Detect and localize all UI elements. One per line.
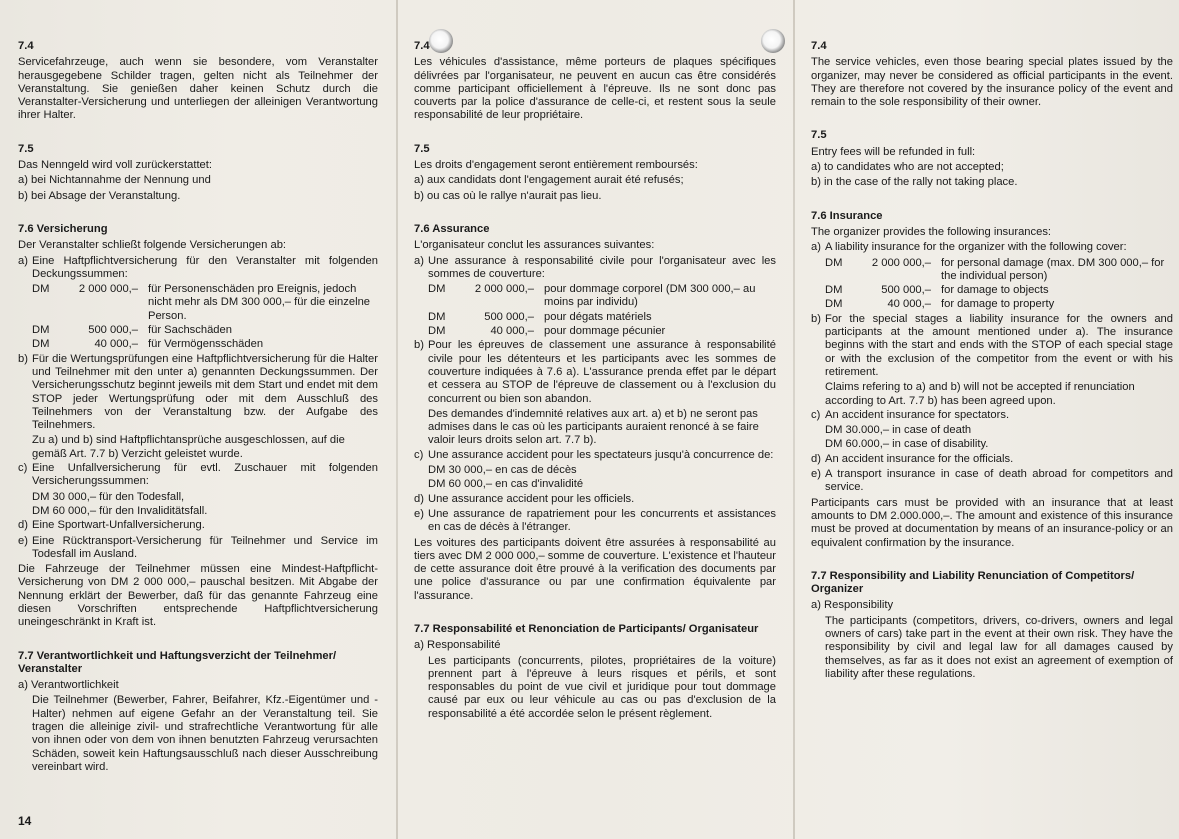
section-7-7 bbox=[811, 570, 1173, 681]
list-item bbox=[414, 508, 776, 535]
section-7-4 bbox=[18, 40, 378, 123]
item-label: a) bbox=[414, 254, 424, 267]
sub-paragraph: Zu a) und b) sind Haftpflichtansprüche ausgeschlossen, auf die gemäß Art. 7.7 b) Verzicht geleistet wurde. bbox=[32, 434, 345, 460]
currency: DM bbox=[32, 338, 50, 351]
paragraph: Les droits d'engagement seront entièrement remboursés: bbox=[414, 159, 698, 172]
item-label: d) bbox=[811, 452, 821, 465]
section-heading: 7.6 Versicherung bbox=[18, 222, 108, 235]
amount-desc: pour dommage pécunier bbox=[544, 325, 666, 338]
amount-row bbox=[414, 283, 776, 310]
section-number: 7.5 bbox=[18, 142, 34, 155]
item-text: Eine Unfallversicherung für evtl. Zuschauer mit folgenden Versicherungssummen: bbox=[32, 462, 378, 488]
sub-line: DM 60 000,– für den Invaliditätsfall. bbox=[32, 504, 208, 517]
list-item bbox=[811, 409, 1173, 422]
sub-paragraph: Claims refering to a) and b) will not be accepted if renunciation according to Art. 7.7 b) has been agreed upon. bbox=[825, 381, 1135, 407]
item-label: a) bbox=[811, 241, 821, 254]
paragraph: Entry fees will be refunded in full: bbox=[811, 145, 976, 158]
item-text: Une assurance accident pour les spectateurs jusqu'à concurrence de: bbox=[428, 448, 774, 461]
list-item: b) bei Absage der Veranstaltung. bbox=[18, 189, 181, 202]
sub-line: DM 60 000,– en cas d'invalidité bbox=[428, 478, 584, 491]
currency: DM bbox=[825, 256, 843, 269]
paragraph: Servicefahrzeuge, auch wenn sie besondere, vom Veranstalter herausgegebene Schilder tragen, gelten nicht als Teilnehmer der Veranstaltung. Sie genießen daher keinen Schutz durch die Veranstalter-Versicherung und unterliegen der alleinigen Verantwortung ihrer Halter. bbox=[18, 56, 378, 122]
amount: 500 000,– bbox=[88, 324, 138, 337]
section-7-4 bbox=[811, 40, 1173, 109]
section-heading: 7.7 Verantwortlichkeit und Haftungsverzicht der Teilnehmer/ Veranstalter bbox=[18, 649, 337, 675]
amount-desc: pour dommage corporel (DM 300 000,– au moins par individu) bbox=[544, 283, 756, 309]
list-item: b) in the case of the rally not taking place. bbox=[811, 176, 1018, 189]
paragraph: Die Fahrzeuge der Teilnehmer müssen eine Mindest-Haftpflicht-Versicherung von DM 2 000 000,– pauschal besitzen. Mit Abgabe der Nennung erklärt der Bewerber, daß für das genannte Fahrzeug eine diesen Vorschriften entsprechende Haftpflichtversicherung uneingeschränkt in Kraft ist. bbox=[18, 563, 378, 629]
item-text: For the special stages a liability insurance for the owners and participants at the amount mentioned under a). The insurance beginns with the start and ends with the STOP of each special stage or with the exclusion of the competitor from the event or with his retirement. bbox=[825, 312, 1173, 378]
amount: 40 000,– bbox=[887, 298, 931, 311]
amount-desc: for damage to property bbox=[941, 298, 1055, 311]
amount: 2 000 000,– bbox=[78, 283, 138, 296]
amount: 40 000,– bbox=[490, 325, 534, 338]
item-label: d) bbox=[18, 519, 28, 532]
amount-desc: für Vermögensschäden bbox=[148, 338, 264, 351]
item-label: e) bbox=[811, 468, 821, 481]
sub-line: DM 30 000,– en cas de décès bbox=[428, 464, 577, 477]
amount-row bbox=[811, 298, 1173, 311]
section-7-6 bbox=[18, 223, 378, 630]
sub-paragraph: Des demandes d'indemnité relatives aux art. a) et b) ne seront pas admises dans le cas où les participants auraient renoncé à se faire valoir leurs droits selon art. 7.7 b). bbox=[428, 407, 759, 447]
paragraph: The organizer provides the following insurances: bbox=[811, 225, 1052, 238]
amount: 2 000 000,– bbox=[474, 283, 534, 296]
section-7-6 bbox=[811, 210, 1173, 550]
item-text: Une assurance accident pour les officiels. bbox=[428, 492, 635, 505]
item-text: A liability insurance for the organizer with the following cover: bbox=[825, 241, 1127, 254]
page-fold bbox=[793, 0, 795, 839]
section-number: 7.5 bbox=[811, 129, 827, 142]
section-7-5 bbox=[811, 129, 1173, 189]
item-text: Pour les épreuves de classement une assurance à responsabilité civile pour les détenteurs et les participants avec les sommes de couverture indiquées à 7.6 a). L'assurance prenda effet par le départ et cessera au STOP de l'épreuve de classement ou à l'exclusion du concurrent ou bien son abandon. bbox=[428, 339, 776, 405]
sub-line: DM 60.000,– in case of disability. bbox=[825, 438, 989, 451]
section-number: 7.4 bbox=[811, 40, 827, 52]
list-item: b) ou cas où le rallye n'aurait pas lieu. bbox=[414, 189, 602, 202]
list-item bbox=[811, 241, 1173, 254]
item-text: Une assurance à responsabilité civile pour l'organisateur avec les sommes de couverture: bbox=[428, 254, 776, 280]
section-heading: 7.6 Assurance bbox=[414, 222, 490, 235]
amount-row bbox=[18, 338, 378, 351]
currency: DM bbox=[825, 298, 843, 311]
amount-row bbox=[414, 325, 776, 338]
paragraph: Les véhicules d'assistance, même porteurs de plaques spécifiques délivrées par l'organisateur, ne peuvent en aucun cas être considérés comme participant officiellement à l'épreuve. Ils ne sont donc pas couverts par la police d'assurance de celle-ci, et restent sous la seule responsabilité de leur propriétaire. bbox=[414, 56, 776, 122]
list-item bbox=[18, 255, 378, 282]
currency: DM bbox=[32, 324, 50, 337]
amount: 40 000,– bbox=[94, 338, 138, 351]
amount: 2 000 000,– bbox=[871, 256, 931, 269]
paragraph: Der Veranstalter schließt folgende Versicherungen ab: bbox=[18, 239, 287, 252]
list-item: a) to candidates who are not accepted; bbox=[811, 161, 1004, 174]
section-7-4 bbox=[414, 40, 776, 123]
currency: DM bbox=[825, 284, 843, 297]
currency: DM bbox=[428, 283, 446, 296]
list-item bbox=[811, 468, 1173, 495]
section-7-5 bbox=[18, 143, 378, 203]
item-label: b) bbox=[414, 339, 424, 352]
section-number: 7.4 bbox=[18, 40, 34, 52]
column-german bbox=[18, 40, 378, 775]
list-item bbox=[414, 449, 776, 462]
amount-desc: for damage to objects bbox=[941, 284, 1049, 297]
list-item bbox=[414, 493, 776, 506]
item-label: c) bbox=[18, 462, 28, 475]
section-heading: 7.7 Responsabilité et Renonciation de Participants/ Organisateur bbox=[414, 622, 759, 635]
item-text: Eine Rücktransport-Versicherung für Teilnehmer und Service im Todesfall im Ausland. bbox=[32, 534, 378, 560]
paragraph: Participants cars must be provided with an insurance that at least amounts to DM 2.000.000,–. The amount and existence of this insurance must be proved at documentation by means of an insurance-policy or an equivalent confirmation by the insurance. bbox=[811, 496, 1173, 549]
section-7-5 bbox=[414, 143, 776, 203]
section-7-7 bbox=[18, 650, 378, 775]
paragraph: L'organisateur conclut les assurances suivantes: bbox=[414, 239, 655, 252]
item-text: Eine Haftpflichtversicherung für den Veranstalter mit folgenden Deckungssummen: bbox=[32, 254, 378, 280]
amount-row bbox=[414, 311, 776, 324]
sub-line: DM 30 000,– für den Todesfall, bbox=[32, 490, 185, 503]
amount-row bbox=[811, 257, 1173, 284]
list-item bbox=[811, 453, 1173, 466]
subheading: a) Verantwortlichkeit bbox=[18, 679, 119, 692]
paragraph: The service vehicles, even those bearing special plates issued by the organizer, may never be considered as official participants in the event. They are therefore not covered by the insurance policy of the event and remain to the sole responsibility of their owner. bbox=[811, 56, 1173, 109]
list-item bbox=[18, 462, 378, 489]
amount-row bbox=[18, 283, 378, 323]
amount-row bbox=[18, 324, 378, 337]
section-heading: 7.6 Insurance bbox=[811, 209, 883, 222]
item-label: a) bbox=[18, 254, 28, 267]
column-english bbox=[811, 40, 1173, 682]
item-label: e) bbox=[414, 507, 424, 520]
subheading: a) Responsibility bbox=[811, 599, 894, 612]
amount-desc: für Personenschäden pro Ereignis, jedoch nicht mehr als DM 300 000,– für die einzelne Person. bbox=[148, 283, 371, 322]
page-fold bbox=[396, 0, 398, 839]
section-number: 7.4 bbox=[414, 40, 430, 52]
list-item bbox=[18, 353, 378, 433]
section-heading: 7.7 Responsibility and Liability Renunciation of Competitors/ Organizer bbox=[811, 569, 1135, 596]
column-french bbox=[414, 40, 776, 722]
item-label: b) bbox=[18, 352, 28, 365]
paragraph: Les voitures des participants doivent être assurées à responsabilité au tiers avec DM 2 000 000,– somme de couverture. L'existence et l'hauteur de cette assurance doit être prouvé à la verification des documents par une police d'assurance ou par une confirmation équivalente par l'assurance. bbox=[414, 536, 776, 602]
paragraph: Die Teilnehmer (Bewerber, Fahrer, Beifahrer, Kfz.-Eigentümer und -Halter) nehmen auf eigene Gefahr an der Veranstaltung teil. Sie tragen die alleinige zivil- und strafrechtliche Verantwortung für alle von ihnen oder von dem von ihnen benutzten Fahrzeug verursachten Schäden, soweit kein Haftungsausschluß nach dieser Ausschreibung vereinbart wird. bbox=[32, 694, 378, 773]
item-label: e) bbox=[18, 534, 28, 547]
item-text: Eine Sportwart-Unfallversicherung. bbox=[32, 519, 205, 532]
amount: 500 000,– bbox=[881, 284, 931, 297]
paragraph: Das Nenngeld wird voll zurückerstattet: bbox=[18, 159, 213, 172]
amount-desc: pour dégats matériels bbox=[544, 310, 652, 323]
currency: DM bbox=[428, 310, 446, 323]
amount: 500 000,– bbox=[484, 310, 534, 323]
section-7-7 bbox=[414, 623, 776, 721]
amount-desc: für Sachschäden bbox=[148, 324, 232, 337]
item-label: c) bbox=[811, 408, 821, 421]
item-text: An accident insurance for spectators. bbox=[825, 408, 1010, 421]
list-item bbox=[18, 519, 378, 532]
item-text: A transport insurance in case of death abroad for competitors and service. bbox=[825, 468, 1173, 494]
list-item bbox=[811, 313, 1173, 379]
list-item: a) bei Nichtannahme der Nennung und bbox=[18, 174, 211, 187]
item-text: Für die Wertungsprüfungen eine Haftpflichtversicherung für die Halter und Teilnehmer mit den unter a) genannten Deckungssummen. Der Versicherungsschutz beginnt jeweils mit dem Start und endet mit dem STOP jeder Wertungsprüfung oder mit dem Ausschluß des Teilnehmers von der Veranstaltung bzw. der Aufgabe des Teilnehmers. bbox=[32, 352, 378, 432]
currency: DM bbox=[428, 325, 446, 338]
amount-desc: for personal damage (max. DM 300 000,– for the individual person) bbox=[941, 256, 1165, 282]
item-text: An accident insurance for the officials. bbox=[825, 452, 1014, 465]
list-item: a) aux candidats dont l'engagement aurait été refusés; bbox=[414, 174, 684, 187]
paragraph: The participants (competitors, drivers, co-drivers, owners and legal owners of cars) take part in the event at their own risk. They have the responsibility by civil and legal law for all damages caused by themselves, as far as it does not exist an agreement of exemption of liability after these regulations. bbox=[825, 614, 1173, 680]
list-item bbox=[18, 535, 378, 562]
item-label: c) bbox=[414, 448, 424, 461]
list-item bbox=[414, 255, 776, 282]
section-7-6 bbox=[414, 223, 776, 603]
item-label: d) bbox=[414, 492, 424, 505]
section-number: 7.5 bbox=[414, 142, 430, 155]
paragraph: Les participants (concurrents, pilotes, propriétaires de la voiture) prennent part à l'épreuve à leurs risques et périls, et sont responsables du point de vue civil et juridique pour tout dommage causé par eux ou leur véhicule au cas ou pas d'exclusion de la responsabilité a été accordée selon le présent règlement. bbox=[428, 654, 776, 720]
list-item bbox=[414, 339, 776, 405]
subheading: a) Responsabilité bbox=[414, 639, 501, 652]
sub-line: DM 30.000,– in case of death bbox=[825, 424, 972, 437]
item-text: Une assurance de rapatriement pour les concurrents et assistances en cas de décès à l'étranger. bbox=[428, 507, 776, 534]
item-label: b) bbox=[811, 312, 821, 325]
page-number: 14 bbox=[18, 814, 32, 828]
amount-row bbox=[811, 284, 1173, 297]
currency: DM bbox=[32, 283, 50, 296]
